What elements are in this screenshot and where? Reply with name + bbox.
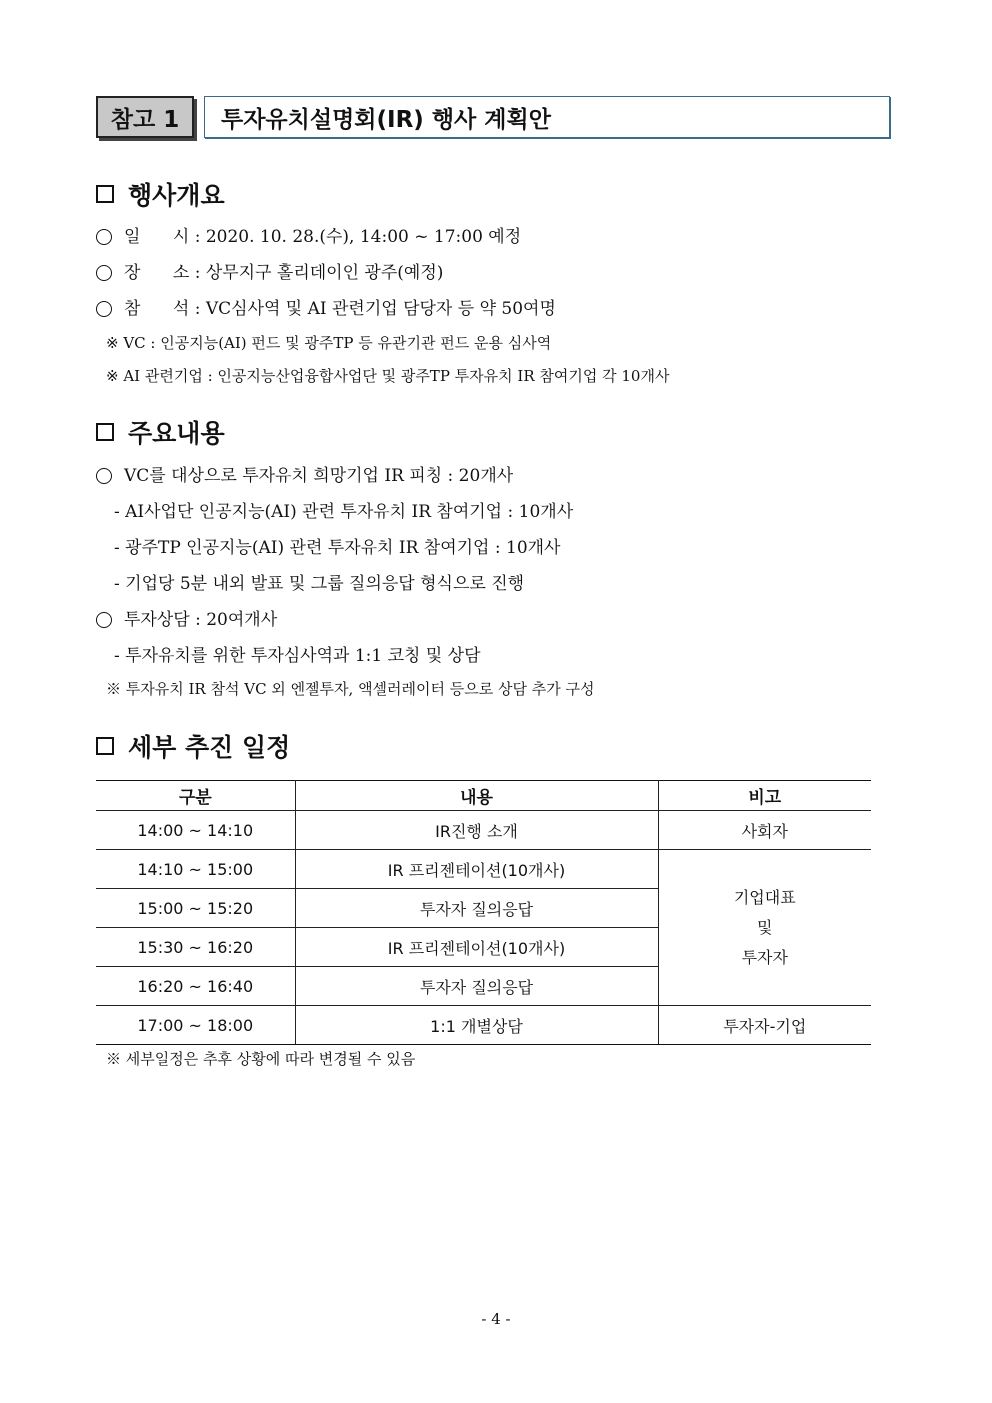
column-header-content: 내용 bbox=[295, 781, 658, 811]
content-sub-format: - 기업당 5분 내외 발표 및 그룹 질의응답 형식으로 진행 bbox=[114, 574, 525, 594]
content-cell: 1:1 개별상담 bbox=[295, 1006, 658, 1045]
overview-item-attendees bbox=[96, 294, 556, 319]
content-cell: IR진행 소개 bbox=[295, 811, 658, 850]
table-row bbox=[96, 1006, 871, 1045]
remarks-line: 및 bbox=[757, 917, 773, 937]
item-label: 일 시 bbox=[124, 227, 190, 247]
content-item-ir-pitching bbox=[96, 461, 513, 486]
section-title: 세부 추진 일정 bbox=[128, 733, 291, 762]
circle-bullet-icon bbox=[96, 612, 112, 628]
time-cell: 16:20 ~ 16:40 bbox=[96, 967, 295, 1006]
circle-bullet-icon bbox=[96, 301, 112, 317]
content-cell: IR 프리젠테이션(10개사) bbox=[295, 928, 658, 967]
section-overview-heading bbox=[96, 176, 225, 212]
time-cell: 14:10 ~ 15:00 bbox=[96, 850, 295, 889]
time-cell: 17:00 ~ 18:00 bbox=[96, 1006, 295, 1045]
remarks-line: 투자자 bbox=[741, 947, 788, 967]
item-text: VC를 대상으로 투자유치 희망기업 IR 피칭 : 20개사 bbox=[124, 466, 514, 486]
content-cell: IR 프리젠테이션(10개사) bbox=[295, 850, 658, 889]
content-sub-gwangju-tp: - 광주TP 인공지능(AI) 관련 투자유치 IR 참여기업 : 10개사 bbox=[114, 538, 561, 558]
column-header-category: 구분 bbox=[96, 781, 295, 811]
document-title: 투자유치설명회(IR) 행사 계획안 bbox=[204, 96, 890, 138]
circle-bullet-icon bbox=[96, 265, 112, 281]
square-bullet-icon bbox=[96, 185, 114, 203]
table-header-row bbox=[96, 781, 871, 811]
overview-note-vc: ※ VC : 인공지능(AI) 펀드 및 광주TP 등 유관기관 펀드 운용 심사역 bbox=[106, 334, 552, 352]
item-text: 투자상담 : 20여개사 bbox=[124, 610, 278, 630]
content-cell: 투자자 질의응답 bbox=[295, 889, 658, 928]
table-row bbox=[96, 811, 871, 850]
content-sub-coaching: - 투자유치를 위한 투자심사역과 1:1 코칭 및 상담 bbox=[114, 646, 481, 666]
time-cell: 15:30 ~ 16:20 bbox=[96, 928, 295, 967]
remarks-line: 기업대표 bbox=[733, 887, 796, 907]
item-value: : 2020. 10. 28.(수), 14:00 ~ 17:00 예정 bbox=[194, 227, 522, 247]
item-value: : VC심사역 및 AI 관련기업 담당자 등 약 50여명 bbox=[194, 299, 556, 319]
document-header bbox=[96, 96, 551, 138]
remarks-cell-merged bbox=[658, 850, 871, 1006]
column-header-remarks: 비고 bbox=[658, 781, 871, 811]
reference-tag: 참고 1 bbox=[96, 96, 194, 138]
section-title: 행사개요 bbox=[128, 181, 225, 210]
content-note: ※ 투자유치 IR 참석 VC 외 엔젤투자, 액셀러레이터 등으로 상담 추가 구성 bbox=[106, 680, 595, 698]
item-label: 참 석 bbox=[124, 299, 190, 319]
circle-bullet-icon bbox=[96, 468, 112, 484]
section-main-content-heading bbox=[96, 414, 225, 450]
content-item-consultation bbox=[96, 605, 277, 630]
item-value: : 상무지구 홀리데이인 광주(예정) bbox=[194, 263, 444, 283]
time-cell: 15:00 ~ 15:20 bbox=[96, 889, 295, 928]
overview-note-ai: ※ AI 관련기업 : 인공지능산업융합사업단 및 광주TP 투자유치 IR 참여기업 각 10개사 bbox=[106, 367, 670, 385]
remarks-cell: 사회자 bbox=[658, 811, 871, 850]
remarks-cell: 투자자-기업 bbox=[658, 1006, 871, 1045]
time-cell: 14:00 ~ 14:10 bbox=[96, 811, 295, 850]
overview-item-date bbox=[96, 222, 521, 247]
schedule-footnote: ※ 세부일정은 추후 상황에 따라 변경될 수 있음 bbox=[106, 1050, 416, 1068]
overview-item-place bbox=[96, 258, 443, 283]
page-number: - 4 - bbox=[481, 1310, 511, 1328]
content-sub-ai-team: - AI사업단 인공지능(AI) 관련 투자유치 IR 참여기업 : 10개사 bbox=[114, 502, 574, 522]
section-title: 주요내용 bbox=[128, 419, 225, 448]
circle-bullet-icon bbox=[96, 229, 112, 245]
schedule-table bbox=[96, 780, 871, 1045]
item-label: 장 소 bbox=[124, 263, 190, 283]
square-bullet-icon bbox=[96, 737, 114, 755]
section-schedule-heading bbox=[96, 728, 290, 764]
table-row bbox=[96, 850, 871, 889]
content-cell: 투자자 질의응답 bbox=[295, 967, 658, 1006]
square-bullet-icon bbox=[96, 423, 114, 441]
